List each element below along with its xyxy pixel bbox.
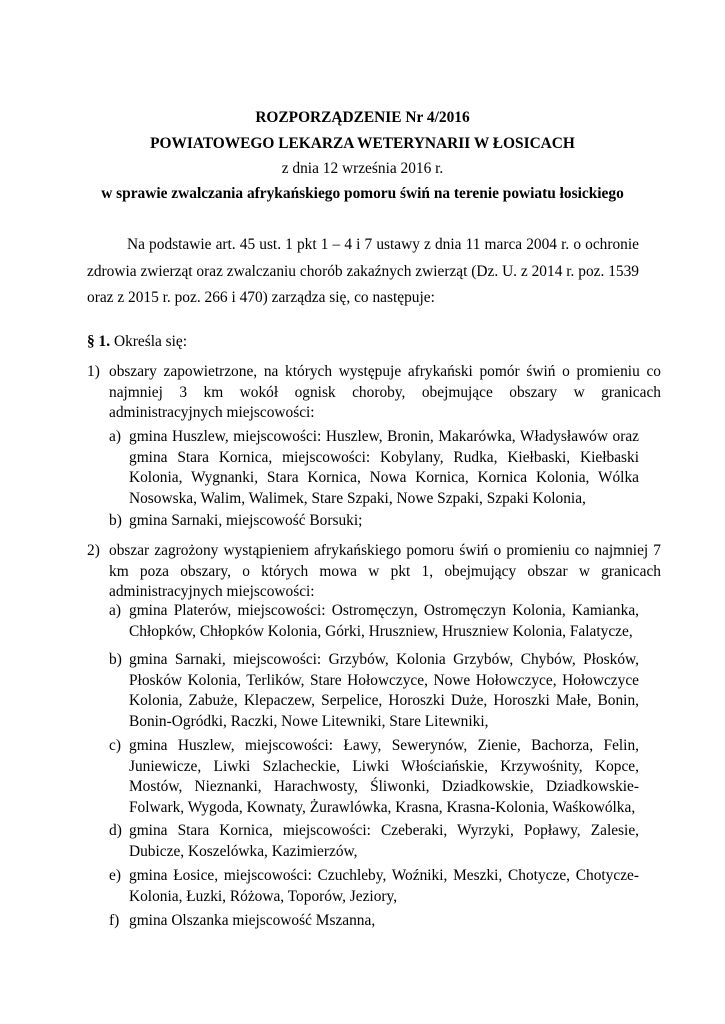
point-number: 2) xyxy=(87,542,100,559)
list-item xyxy=(109,736,639,818)
issuer-title: POWIATOWEGO LEKARZA WETERYNARII W ŁOSICACH xyxy=(150,135,575,152)
point-1 xyxy=(87,362,661,424)
item-text: gmina Olszanka miejscowość Mszanna, xyxy=(129,912,376,929)
item-letter: e) xyxy=(109,867,121,884)
item-letter: b) xyxy=(109,512,122,529)
point-2 xyxy=(87,541,661,603)
preamble xyxy=(87,232,639,312)
point-number: 1) xyxy=(87,363,100,380)
item-letter: c) xyxy=(109,737,121,754)
document-date: z dnia 12 września 2016 r. xyxy=(281,160,444,177)
item-letter: a) xyxy=(109,602,121,619)
list-item xyxy=(109,601,639,642)
list-item xyxy=(109,911,639,932)
item-letter: f) xyxy=(109,912,120,929)
section-text: Określa się: xyxy=(113,333,188,350)
list-item xyxy=(109,866,639,907)
item-letter: b) xyxy=(109,651,122,668)
item-text: gmina Sarnaki, miejscowość Borsuki; xyxy=(129,512,363,529)
item-text: gmina Platerów, miejscowości: Ostromęczyn, Ostromęczyn Kolonia, Kamianka, Chłopków, Chłopków Kolonia, Górki, Hruszniew, Hruszniew Kolonia, Falatycze, xyxy=(129,602,639,640)
document-subject: w sprawie zwalczania afrykańskiego pomoru świń na terenie powiatu łosickiego xyxy=(101,185,624,202)
section-1-heading xyxy=(87,332,639,353)
item-letter: a) xyxy=(109,428,121,445)
item-text: gmina Łosice, miejscowości: Czuchleby, Woźniki, Meszki, Chotycze, Chotycze-Kolonia, Łuzki, Różowa, Toporów, Jeziory, xyxy=(129,867,639,905)
item-text: gmina Stara Kornica, miejscowości: Czeberaki, Wyrzyki, Popławy, Zalesie, Dubicze, Koszelówka, Kazimierzów, xyxy=(129,822,639,860)
list-item xyxy=(109,511,639,532)
section-mark: § 1. xyxy=(87,333,111,350)
item-text: gmina Huszlew, miejscowości: Ławy, Sewerynów, Zienie, Bachorza, Felin, Juniewicze, Liwki Szlacheckie, Liwki Włościańskie, Krzywośnity, Kopce, Mostów, Nieznanki, Harachwosty, Śliwonki, Dziadkowskie, Dziadkowskie-Folwark, Wygoda, Kownaty, Żurawlówka, Krasna, Krasna-Kolonia, Waśkowólka, xyxy=(129,737,639,816)
point-text: obszary zapowietrzone, na których występuje afrykański pomór świń o promieniu co najmniej 3 km wokół ognisk choroby, obejmujące obszary w granicach administracyjnych miejscowości: xyxy=(109,363,661,421)
list-item xyxy=(109,821,639,862)
list-item xyxy=(109,427,639,509)
item-letter: d) xyxy=(109,822,122,839)
list-item xyxy=(109,650,639,732)
item-text: gmina Huszlew, miejscowości: Huszlew, Bronin, Makarówka, Władysławów oraz gmina Stara Kornica, miejscowości: Kobylany, Rudka, Kiełbaski, Kiełbaski Kolonia, Wygnanki, Stara Kornica, Nowa Kornica, Kornica Kolonia, Wólka Nosowska, Walim, Walimek, Stare Szpaki, Nowe Szpaki, Szpaki Kolonia, xyxy=(129,428,639,507)
document-title: ROZPORZĄDZENIE Nr 4/2016 xyxy=(255,109,470,126)
item-text: gmina Sarnaki, miejscowości: Grzybów, Kolonia Grzybów, Chybów, Płosków, Płosków Kolonia, Terlików, Stare Hołowczyce, Nowe Hołowczyce, Hołowczyce Kolonia, Zabuże, Klepaczew, Serpelice, Horoszki Duże, Horoszki Małe, Bonin, Bonin-Ogródki, Raczki, Nowe Litewniki, Stare Litewniki, xyxy=(129,651,639,730)
preamble-text: Na podstawie art. 45 ust. 1 pkt 1 – 4 i 7 ustawy z dnia 11 marca 2004 r. o ochronie zdrowia zwierząt oraz zwalczaniu chorób zakaźnych zwierząt (Dz. U. z 2014 r. poz. 1539 oraz z 2015 r. poz. 266 i 470) zarządza się, co następuje: xyxy=(87,236,639,306)
point-text: obszar zagrożony wystąpieniem afrykańskiego pomoru świń o promieniu co najmniej 7 km poza obszary, o których mowa w pkt 1, obejmujący obszar w granicach administracyjnych miejscowości: xyxy=(109,542,661,600)
